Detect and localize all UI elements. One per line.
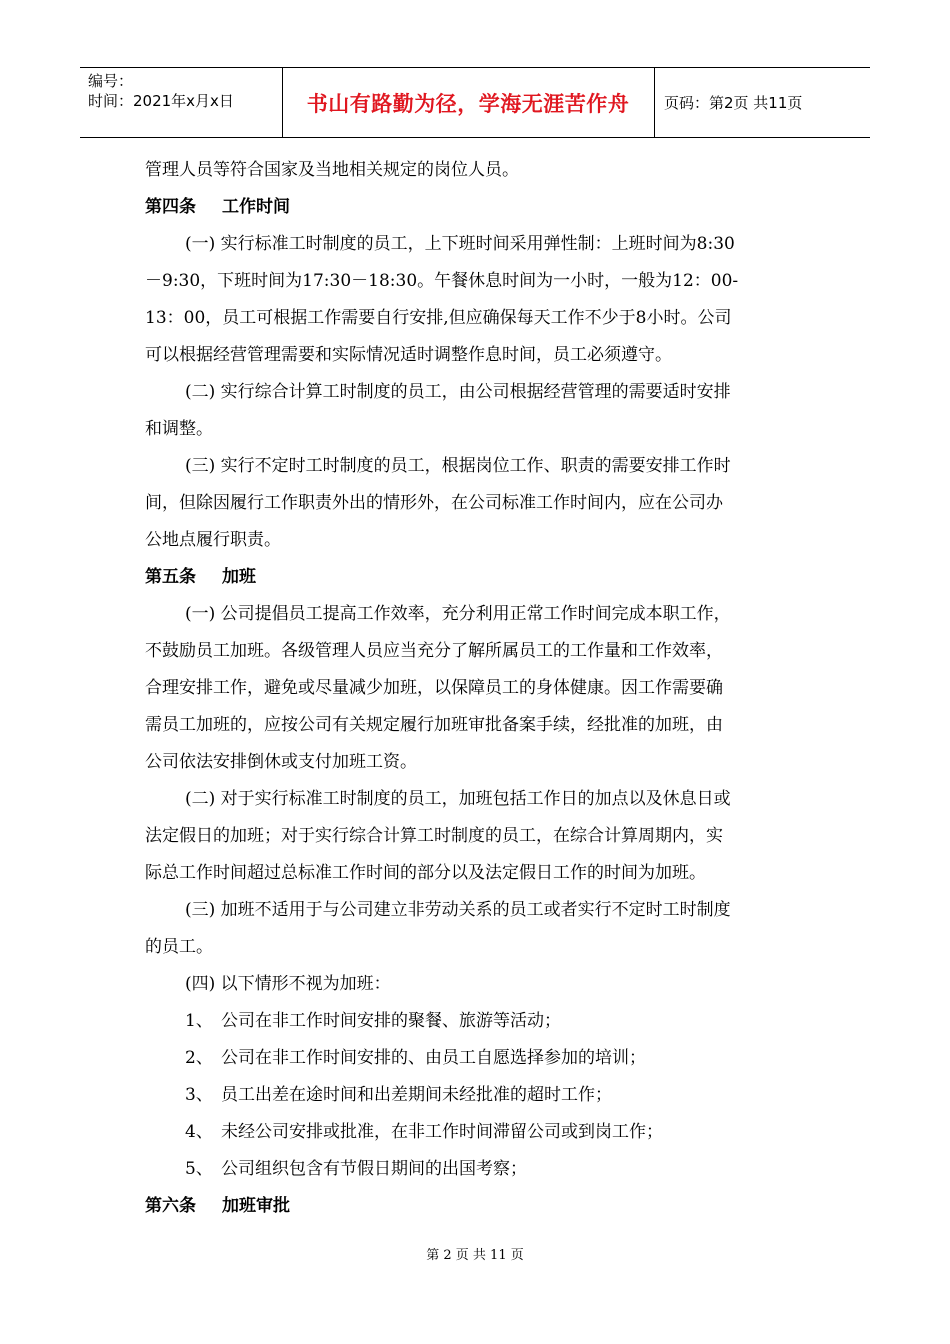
- paragraph-line: (一) 实行标准工时制度的员工，上下班时间采用弹性制：上班时间为8:30: [185, 234, 735, 254]
- paragraph-line: 和调整。: [145, 419, 213, 439]
- page-footer: 第 2 页 共 11 页: [426, 1248, 524, 1263]
- list-text: 未经公司安排或批准，在非工作时间滞留公司或到岗工作；: [221, 1122, 663, 1142]
- time-label: 时间：2021年x月x日: [88, 92, 234, 110]
- list-text: 公司组织包含有节假日期间的出国考察；: [221, 1159, 527, 1179]
- paragraph-line: 公地点履行职责。: [145, 530, 281, 550]
- list-text: 公司在非工作时间安排的聚餐、旅游等活动；: [221, 1011, 561, 1031]
- paragraph-line: (三) 加班不适用于与公司建立非劳动关系的员工或者实行不定时工时制度: [185, 900, 731, 920]
- paragraph-line: 需员工加班的，应按公司有关规定履行加班审批备案手续，经批准的加班，由: [145, 715, 723, 735]
- article-title: 工作时间: [222, 197, 290, 217]
- list-number: 3、: [185, 1085, 213, 1105]
- motto: 书山有路勤为径，学海无涯苦作舟: [306, 91, 630, 116]
- paragraph-line: (二) 对于实行标准工时制度的员工，加班包括工作日的加点以及休息日或: [185, 789, 731, 809]
- number-label: 编号：: [88, 72, 134, 90]
- paragraph-line: (二) 实行综合计算工时制度的员工，由公司根据经营管理的需要适时安排: [185, 382, 731, 402]
- paragraph-line: 公司依法安排倒休或支付加班工资。: [145, 752, 417, 772]
- article-number: 第六条: [145, 1196, 196, 1216]
- paragraph-line: 合理安排工作，避免或尽量减少加班，以保障员工的身体健康。因工作需要确: [145, 678, 723, 698]
- list-item: [145, 1077, 805, 1114]
- article-heading: [145, 559, 805, 596]
- list-number: 5、: [185, 1159, 213, 1179]
- article-title: 加班: [222, 567, 256, 587]
- paragraph-line: 法定假日的加班；对于实行综合计算工时制度的员工，在综合计算周期内，实: [145, 826, 723, 846]
- paragraph-line: (一) 公司提倡员工提高工作效率，充分利用正常工作时间完成本职工作，: [185, 604, 731, 624]
- list-text: 员工出差在途时间和出差期间未经批准的超时工作；: [221, 1085, 612, 1105]
- paragraph-line: 不鼓励员工加班。各级管理人员应当充分了解所属员工的工作量和工作效率，: [145, 641, 723, 661]
- list-item: [145, 1040, 805, 1077]
- page-info: 页码：第2页 共11页: [664, 94, 803, 112]
- document-body: [145, 152, 805, 1225]
- article-title: 加班审批: [222, 1196, 290, 1216]
- list-item: [145, 1151, 805, 1188]
- list-number: 1、: [185, 1011, 213, 1031]
- paragraph-line: 管理人员等符合国家及当地相关规定的岗位人员。: [145, 160, 519, 180]
- paragraph-line: －9:30，下班时间为17:30－18:30。午餐休息时间为一小时，一般为12：00-: [145, 271, 739, 291]
- article-heading: [145, 189, 805, 226]
- paragraph-line: 际总工作时间超过总标准工作时间的部分以及法定假日工作的时间为加班。: [145, 863, 706, 883]
- article-number: 第五条: [145, 567, 196, 587]
- list-text: 公司在非工作时间安排的、由员工自愿选择参加的培训；: [221, 1048, 646, 1068]
- article-heading: [145, 1188, 805, 1225]
- paragraph-line: 间，但除因履行工作职责外出的情形外，在公司标准工作时间内，应在公司办: [145, 493, 723, 513]
- list-number: 4、: [185, 1122, 213, 1142]
- header-table: [80, 67, 870, 138]
- paragraph-line: 13：00，员工可根据工作需要自行安排,但应确保每天工作不少于8小时。公司: [145, 308, 732, 328]
- paragraph-line: 的员工。: [145, 937, 213, 957]
- header-left-cell: [88, 71, 234, 111]
- paragraph-line: (四) 以下情形不视为加班：: [185, 974, 391, 994]
- paragraph-line: (三) 实行不定时工时制度的员工，根据岗位工作、职责的需要安排工作时: [185, 456, 731, 476]
- header-divider: [654, 68, 655, 137]
- article-number: 第四条: [145, 197, 196, 217]
- paragraph-line: 可以根据经营管理需要和实际情况适时调整作息时间，员工必须遵守。: [145, 345, 672, 365]
- list-item: [145, 1114, 805, 1151]
- list-item: [145, 1003, 805, 1040]
- list-number: 2、: [185, 1048, 213, 1068]
